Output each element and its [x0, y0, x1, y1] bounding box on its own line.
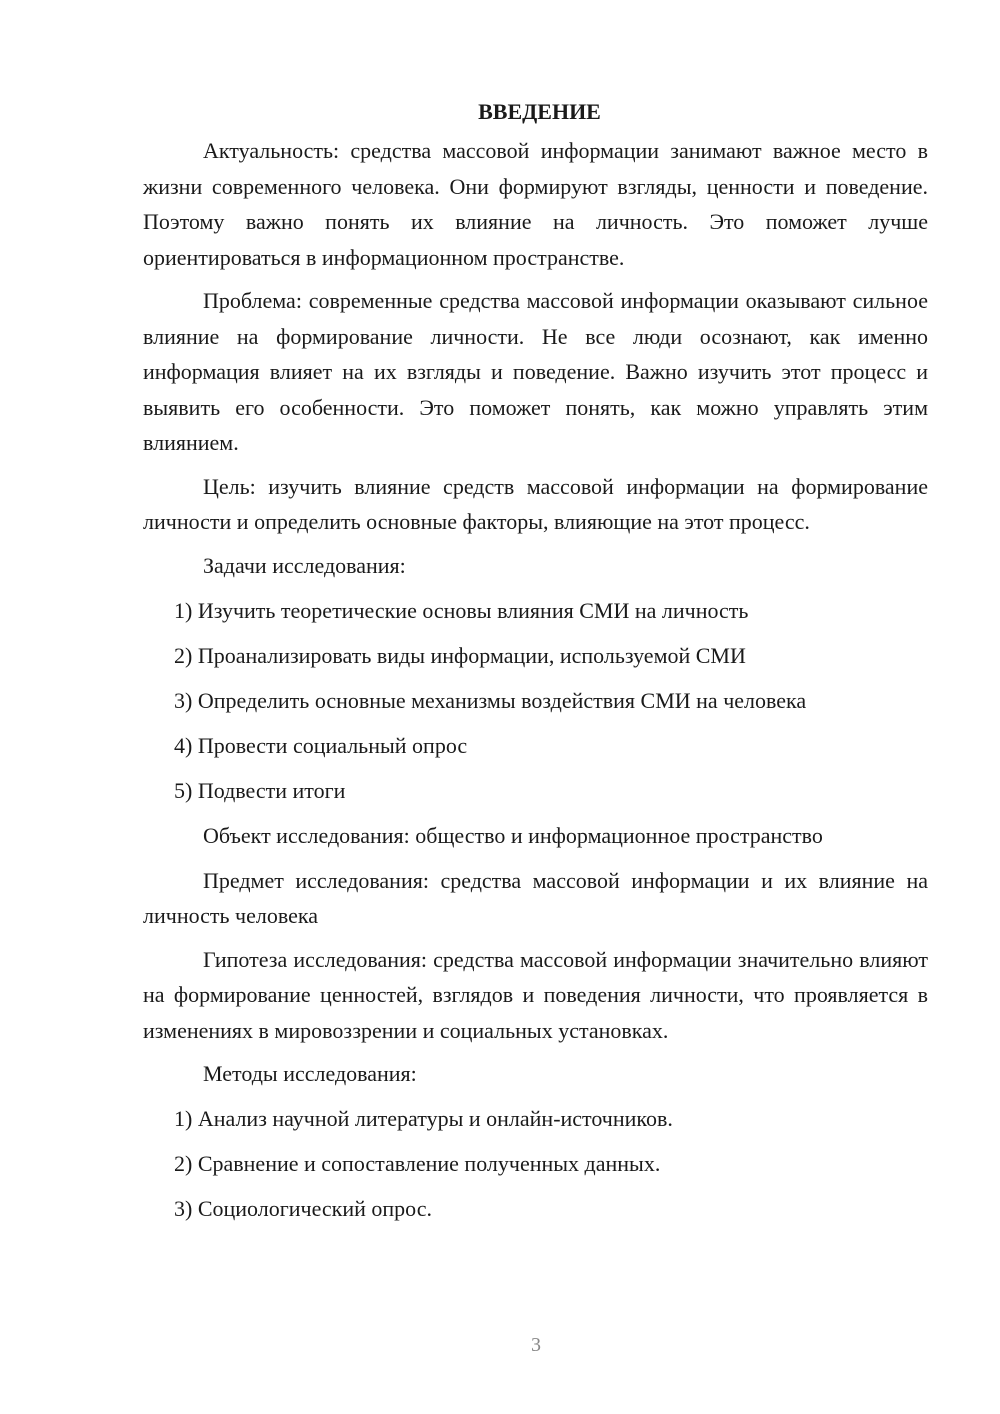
- method-item-1: 1) Анализ научной литературы и онлайн-источников.: [174, 1106, 673, 1131]
- methods-heading: Методы исследования:: [203, 1061, 417, 1086]
- tasks-heading: Задачи исследования:: [203, 552, 406, 578]
- method-item-3: 3) Социологический опрос.: [174, 1196, 432, 1221]
- page-number: 3: [531, 1334, 541, 1356]
- section-title: ВВЕДЕНИЕ: [478, 99, 601, 124]
- subject-paragraph: Предмет исследования: средства массовой информации и их влияние на личность человека: [143, 867, 928, 928]
- task-item-4: 4) Провести социальный опрос: [174, 732, 468, 758]
- object-line: Объект исследования: общество и информационное пространство: [203, 822, 823, 848]
- task-item-3: 3) Определить основные механизмы воздействия СМИ на человека: [174, 687, 807, 713]
- relevance-paragraph: Актуальность: средства массовой информации занимают важное место в жизни современного человека. Они формируют взгляды, ценности и поведение. Поэтому важно понять их влияние на личность. Это поможет лучше ориентироваться в информационном пространстве.: [143, 138, 928, 270]
- task-item-2: 2) Проанализировать виды информации, используемой СМИ: [174, 642, 746, 668]
- task-item-1: 1) Изучить теоретические основы влияния СМИ на личность: [174, 597, 749, 623]
- problem-paragraph: Проблема: современные средства массовой информации оказывают сильное влияние на формирование личности. Не все люди осознают, как именно информация влияет на их взгляды и поведение. Важно изучить этот процесс и выявить его особенности. Это поможет понять, как можно управлять этим влиянием.: [143, 288, 928, 455]
- task-item-5: 5) Подвести итоги: [174, 777, 346, 803]
- document-body: [143, 95, 928, 1236]
- goal-paragraph: Цель: изучить влияние средств массовой информации на формирование личности и определить основные факторы, влияющие на этот процесс.: [143, 473, 928, 534]
- method-item-2: 2) Сравнение и сопоставление полученных данных.: [174, 1151, 661, 1176]
- hypothesis-paragraph: Гипотеза исследования: средства массовой информации значительно влияют на формирование ценностей, взглядов и поведения личности, что проявляется в изменениях в мировоззрении и социальных установках.: [143, 946, 928, 1043]
